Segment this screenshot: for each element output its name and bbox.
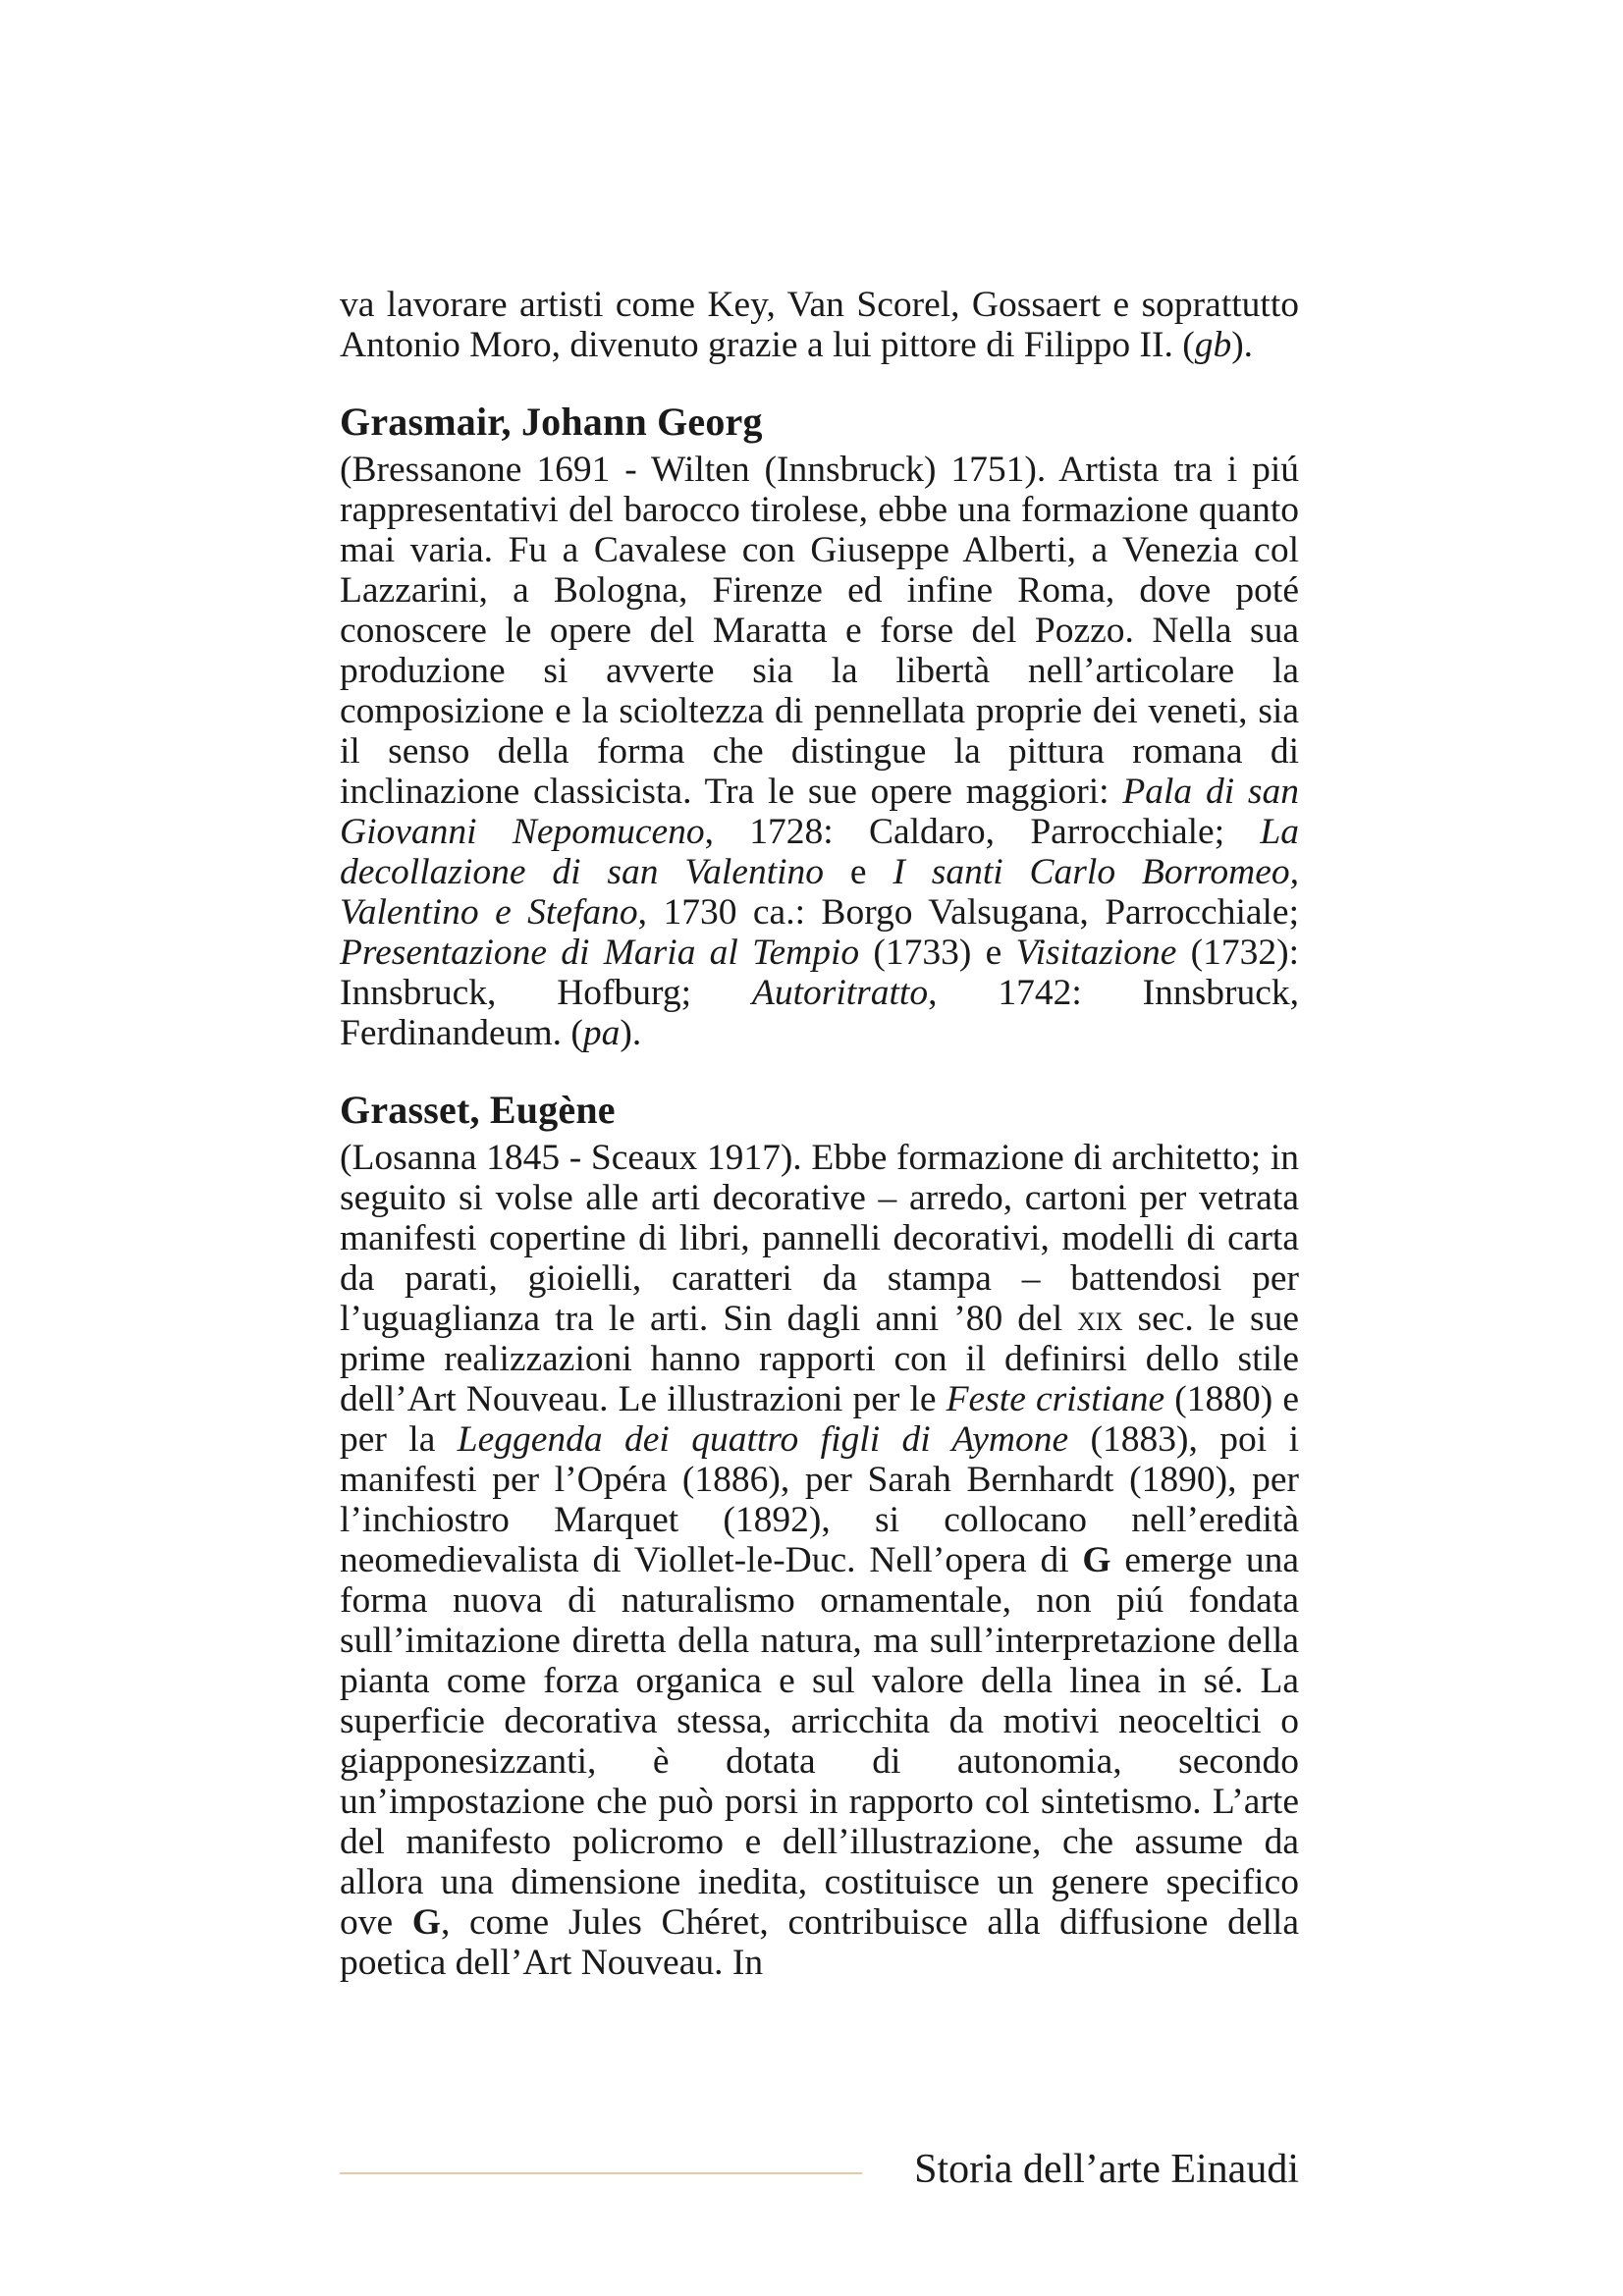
text-run: emerge una forma nuova di naturalismo ornamentale, non piú fondata sull’imitazione diretta della natura, ma sull’interpretazione della pianta come forza organica e sul valore della linea in sé. La superficie decorativa stessa, arricchita da motivi neoceltici o giapponesizzanti, è dotata di autonomia, secondo un’impostazione che può porsi in rapporto col sintetismo. L’arte del manifesto policromo e dell’illustrazione, che assume da allora una dimensione inedita, costituisce un genere specifico ove (340, 1540, 1299, 1943)
author-signature: gb (1194, 325, 1232, 365)
work-title: I santi Carlo Borromeo, Valentino e Stefano (340, 852, 1299, 933)
text-run: (1883), poi i manifesti per l’Opéra (1886), per Sarah Bernhardt (1890), per l’inchiostro Marquet (1892), si collocano nell’eredità neomedievalista di Viollet-le-Duc. Nell’opera di (340, 1419, 1299, 1580)
text-run: ). (620, 1013, 642, 1053)
entry-grasmair (340, 399, 1299, 1053)
century-numeral: xix (1077, 1299, 1123, 1339)
author-signature: pa (582, 1013, 621, 1053)
work-title: Visitazione (1015, 933, 1177, 973)
work-title: Pala di san Giovanni Nepomuceno (340, 772, 1300, 852)
text-run: , come Jules Chéret, contribuisce alla diffusione della poetica dell’Art Nouveau. In (340, 1902, 1299, 1983)
work-title: Autoritratto (751, 973, 929, 1013)
work-title: Leggenda dei quattro figli di Aymone (457, 1419, 1069, 1460)
subject-abbrev: G (1082, 1540, 1111, 1580)
lead-paragraph (340, 285, 1299, 365)
work-title: Feste cristiane (946, 1379, 1165, 1419)
work-title: La decollazione di san Valentino (340, 812, 1300, 892)
entry-text (340, 1138, 1299, 1983)
text-run: , 1730 ca.: Borgo Valsugana, Parrocchiale; (637, 892, 1299, 933)
footer-rule (340, 2172, 862, 2174)
text-run: sec. le sue prime realizzazioni hanno rapporti con il definirsi dello stile dell’Art Nouveau. Le illustrazioni per le (340, 1299, 1299, 1419)
entry-grasset (340, 1087, 1299, 1983)
entry-title: Grasmair, Johann Georg (340, 400, 763, 444)
work-title: Presentazione di Maria al Tempio (340, 933, 860, 973)
lead-end: ). (1231, 325, 1254, 365)
text-run: (1733) e (859, 933, 1016, 973)
text-run: , 1728: Caldaro, Parrocchiale; (704, 812, 1261, 852)
text-run: (1732): Innsbruck, Hofburg; (340, 933, 1299, 1013)
text-run: (Losanna 1845 - Sceaux 1917). Ebbe formazione di architetto; in seguito si volse alle arti decorative – arredo, cartoni per vetrata manifesti copertine di libri, pannelli decorativi, modelli di carta da parati, gioielli, caratteri da stampa – battendosi per l’uguaglianza tra le arti. Sin dagli anni ’80 del (340, 1138, 1299, 1339)
text-run: e (824, 852, 893, 892)
page-body (340, 285, 1299, 2016)
lead-text: va lavorare artisti come Key, Van Scorel, Gossaert e soprattutto Antonio Moro, divenuto grazie a lui pittore di Filippo II. ( (340, 285, 1299, 365)
text-run: , 1742: Innsbruck, Ferdinandeum. ( (340, 973, 1299, 1053)
subject-abbrev: G (411, 1902, 441, 1943)
footer-title: Storia dell’arte Einaudi (914, 2147, 1299, 2192)
text-run: (Bressanone 1691 - Wilten (Innsbruck) 1751). Artista tra i piú rappresentativi del barocco tirolese, ebbe una formazione quanto mai varia. Fu a Cavalese con Giuseppe Alberti, a Venezia col Lazzarini, a Bologna, Firenze ed infine Roma, dove poté conoscere le opere del Maratta e forse del Pozzo. Nella sua produzione si avverte sia la libertà nell’articolare la composizione e la scioltezza di pennellata proprie dei veneti, sia il senso della forma che distingue la pittura romana di inclinazione classicista. Tra le sue opere maggiori: (340, 450, 1299, 812)
text-run: (1880) e per la (340, 1379, 1299, 1460)
entry-text (340, 450, 1299, 1053)
entry-title: Grasset, Eugène (340, 1088, 616, 1132)
